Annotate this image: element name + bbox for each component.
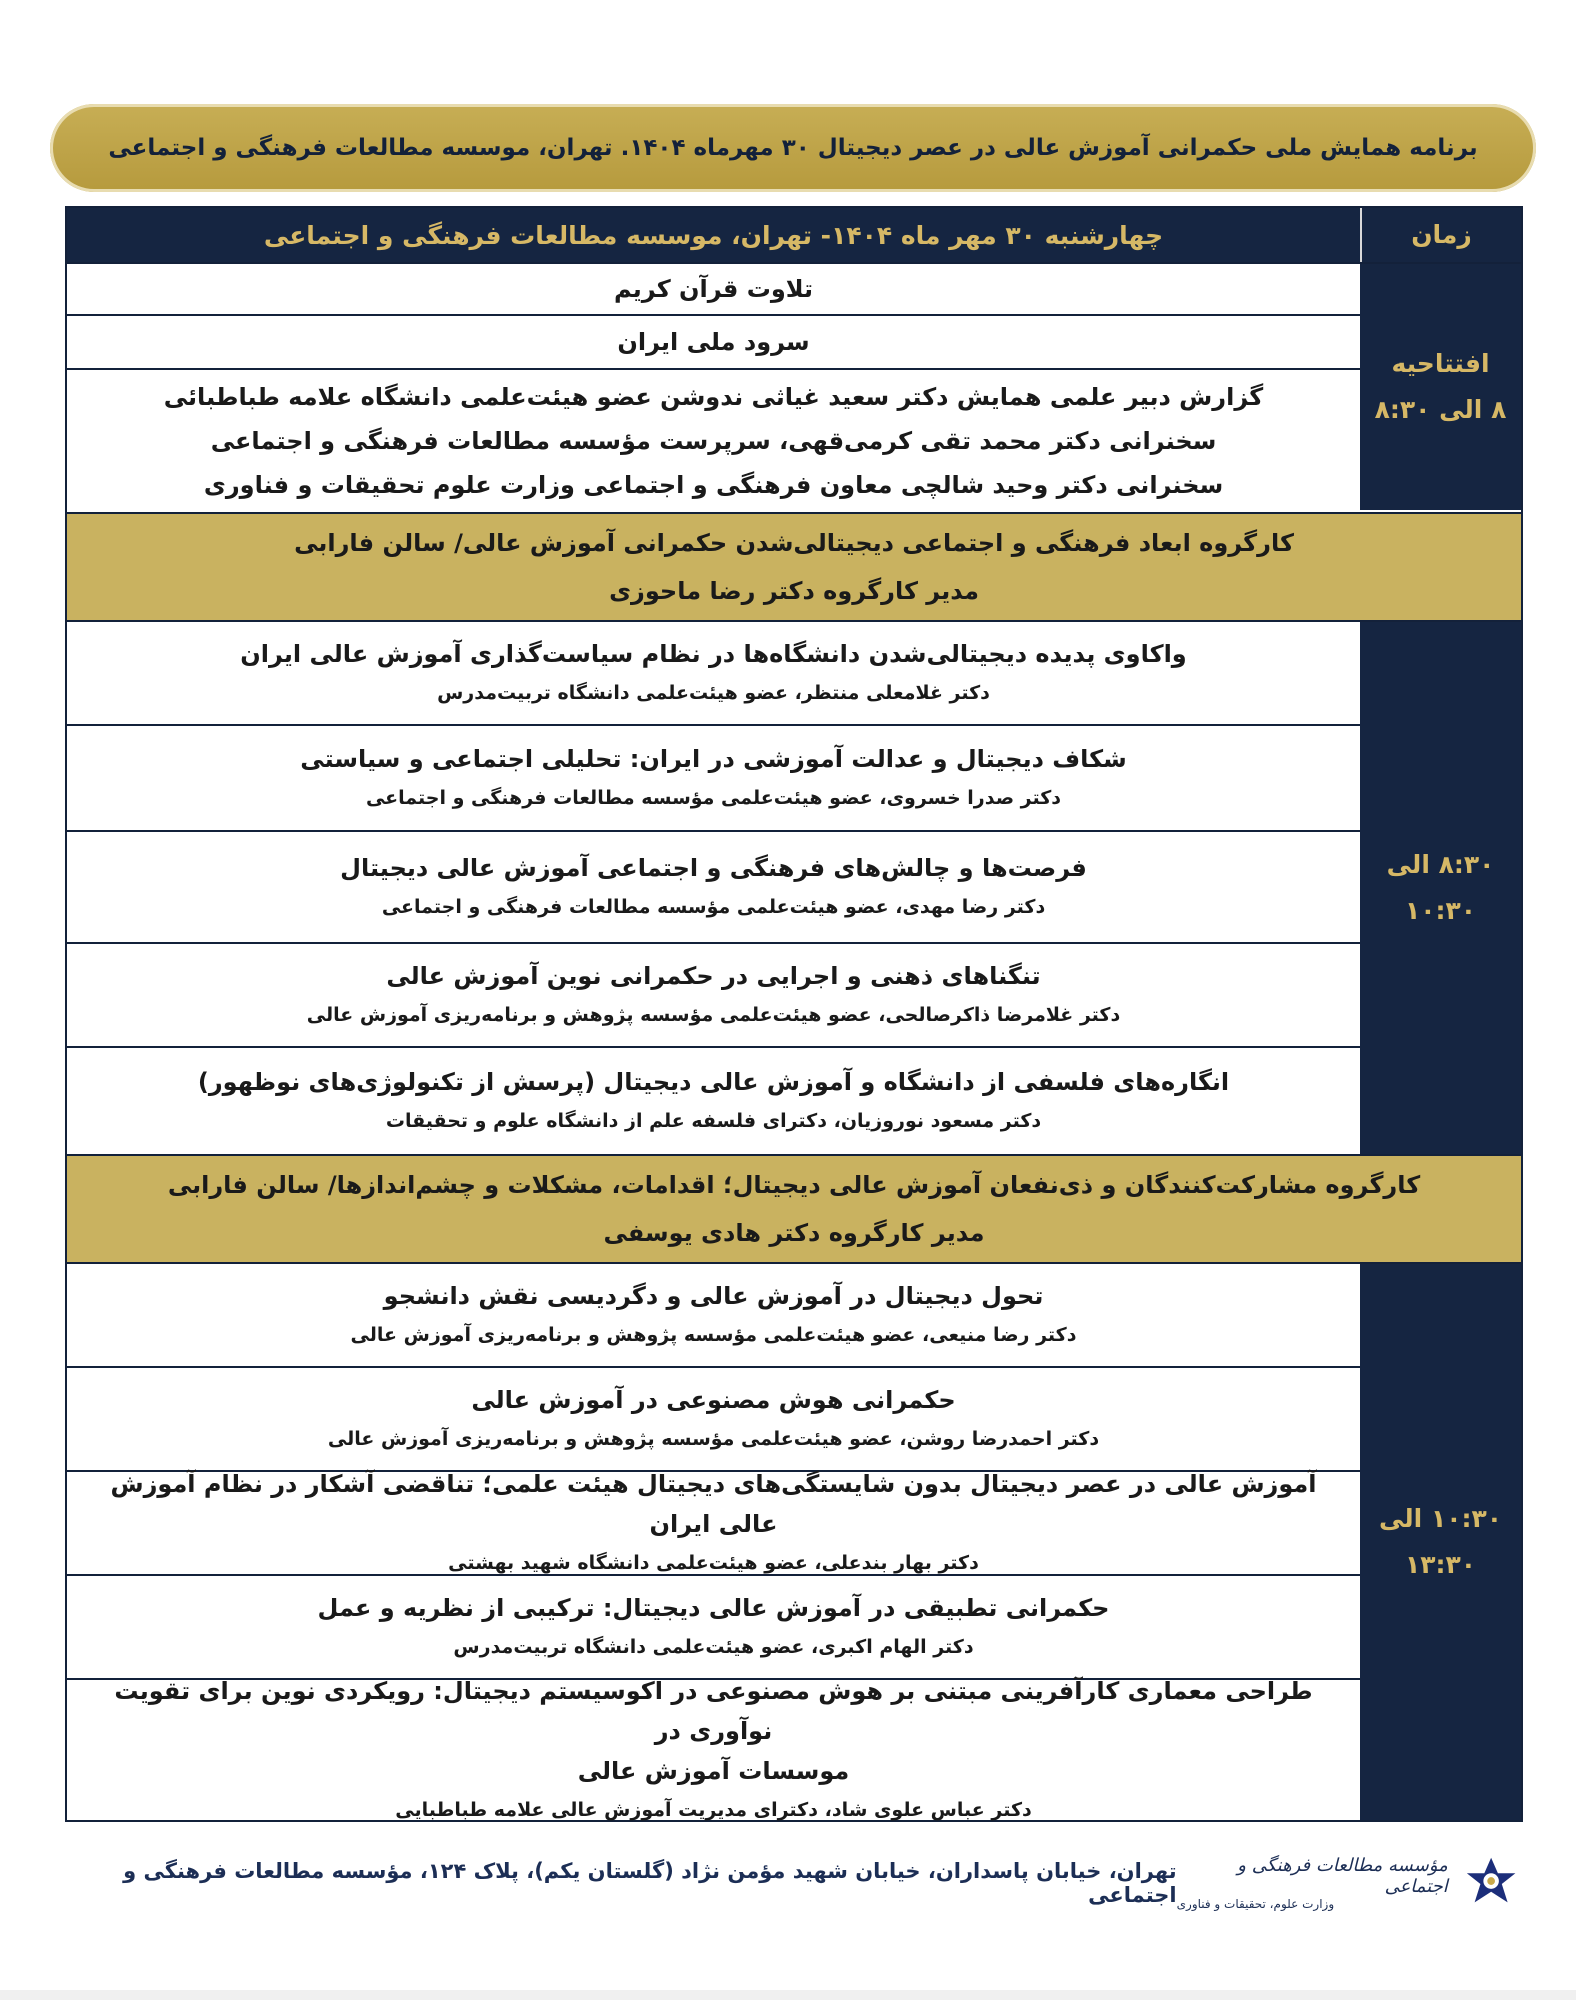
workgroup2-title: کارگروه مشارکت‌کنندگان و ذی‌نفعان آموزش عالی دیجیتال؛ اقدامات، مشکلات و چشم‌اندازها/ سالن فارابی	[167, 1171, 1421, 1199]
workgroup2-block	[67, 1264, 1521, 1820]
opening-time-cell	[1360, 262, 1521, 510]
workgroup1-manager: مدیر کارگروه دکتر رضا ماحوزی	[609, 577, 979, 605]
institute-emblem-icon	[1462, 1853, 1520, 1913]
talk-speaker: دکتر مسعود نوروزیان، دکترای فلسفه علم از دانشگاه علوم و تحقیقات	[385, 1110, 1042, 1132]
program-table	[65, 206, 1523, 1822]
logo-subtitle: وزارت علوم، تحقیقات و فناوری	[1176, 1897, 1335, 1911]
talk-row	[67, 1048, 1360, 1154]
talk-title: آموزش عالی در عصر دیجیتال بدون شایستگی‌های دیجیتال هیئت علمی؛ تناقضی آشکار در نظام آموزش عالی ایران	[110, 1470, 1317, 1538]
workgroup2-time-start: ۱۰:۳۰ الی	[1379, 1504, 1502, 1533]
logo-title: مؤسسه مطالعات فرهنگی و اجتماعی	[1237, 1855, 1448, 1897]
opening-time-label: افتتاحیه	[1391, 349, 1490, 378]
workgroup2-talks	[67, 1264, 1360, 1820]
page-bottom-strip	[0, 1990, 1576, 2000]
talk-speaker: دکتر رضا مهدی، عضو هیئت‌علمی مؤسسه مطالعات فرهنگی و اجتماعی	[381, 896, 1046, 918]
talk-title: حکمرانی هوش مصنوعی در آموزش عالی	[471, 1386, 956, 1414]
time-header: زمان	[1360, 208, 1521, 262]
workgroup1-banner	[67, 512, 1521, 622]
footer-address: تهران، خیابان پاسداران، خیابان شهید مؤمن نژاد (گلستان یکم)، پلاک ۱۲۴، مؤسسه مطالعات فرهنگی و اجتماعی	[123, 1859, 1177, 1907]
institute-logo	[1177, 1853, 1520, 1913]
workgroup2-time-end: ۱۳:۳۰	[1404, 1550, 1477, 1579]
talk-title: شکاف دیجیتال و عدالت آموزشی در ایران: تحلیلی اجتماعی و سیاستی	[300, 745, 1127, 773]
talk-speaker: دکتر غلامرضا ذاکرصالحی، عضو هیئت‌علمی مؤسسه پژوهش و برنامه‌ریزی آموزش عالی	[306, 1004, 1121, 1026]
talk-speaker: دکتر غلامعلی منتظر، عضو هیئت‌علمی دانشگاه تربیت‌مدرس	[437, 682, 990, 704]
opening-speech: گزارش دبیر علمی همایش دکتر سعید غیاثی ندوشن عضو هیئت‌علمی دانشگاه علامه طباطبائی	[163, 383, 1264, 411]
workgroup1-time-end: ۱۰:۳۰	[1404, 896, 1477, 925]
opening-item	[67, 264, 1360, 316]
workgroup1-time-start: ۸:۳۰ الی	[1386, 850, 1495, 879]
talk-row	[67, 1576, 1360, 1680]
talk-row	[67, 726, 1360, 832]
talk-title-cont: موسسات آموزش عالی	[577, 1757, 850, 1785]
talk-speaker: دکتر الهام اکبری، عضو هیئت‌علمی دانشگاه تربیت‌مدرس	[453, 1636, 974, 1658]
talk-title: انگاره‌های فلسفی از دانشگاه و آموزش عالی دیجیتال (پرسش از تکنولوژی‌های نوظهور)	[197, 1068, 1230, 1096]
workgroup2-banner	[67, 1154, 1521, 1264]
talk-title: واکاوی پدیده دیجیتالی‌شدن دانشگاه‌ها در نظام سیاست‌گذاری آموزش عالی ایران	[240, 640, 1187, 668]
talk-row	[67, 1677, 1360, 1821]
talk-title: تحول دیجیتال در آموزش عالی و دگردیسی نقش دانشجو	[383, 1282, 1044, 1310]
banner-title: برنامه همایش ملی حکمرانی آموزش عالی در عصر دیجیتال ۳۰ مهرماه ۱۴۰۴. تهران، موسسه مطالعات فرهنگی و اجتماعی	[108, 135, 1478, 161]
workgroup2-manager: مدیر کارگروه دکتر هادی یوسفی	[603, 1219, 985, 1247]
talk-row	[67, 1264, 1360, 1368]
workgroup1-talks	[67, 622, 1360, 1154]
opening-item-text: سرود ملی ایران	[617, 328, 810, 356]
talk-row	[67, 1368, 1360, 1472]
logo-text	[1177, 1855, 1448, 1911]
talk-title: طراحی معماری کارآفرینی مبتنی بر هوش مصنوعی در اکوسیستم دیجیتال: رویکردی نوین برای تقویت نوآوری در	[114, 1677, 1313, 1745]
talk-row	[67, 622, 1360, 726]
opening-item-text: تلاوت قرآن کریم	[613, 275, 814, 303]
opening-item	[67, 316, 1360, 370]
workgroup2-time-cell	[1360, 1264, 1521, 1820]
talk-row	[67, 944, 1360, 1048]
workgroup1-title: کارگروه ابعاد فرهنگی و اجتماعی دیجیتالی‌شدن حکمرانی آموزش عالی/ سالن فارابی	[294, 529, 1294, 557]
talk-title: حکمرانی تطبیقی در آموزش عالی دیجیتال: ترکیبی از نظریه و عمل	[317, 1594, 1110, 1622]
talk-title: تنگناهای ذهنی و اجرایی در حکمرانی نوین آموزش عالی	[386, 962, 1041, 990]
opening-content	[67, 262, 1360, 512]
talk-row	[67, 832, 1360, 944]
opening-block	[67, 262, 1521, 512]
workgroup1-block	[67, 622, 1521, 1154]
opening-time-range: ۸ الی ۸:۳۰	[1374, 395, 1507, 424]
opening-speech: سخنرانی دکتر محمد تقی کرمی‌قهی، سرپرست مؤسسه مطالعات فرهنگی و اجتماعی	[210, 427, 1217, 455]
table-header-row	[67, 208, 1521, 262]
workgroup1-time-cell	[1360, 622, 1521, 1154]
talk-speaker: دکتر احمدرضا روشن، عضو هیئت‌علمی مؤسسه پژوهش و برنامه‌ریزی آموزش عالی	[327, 1428, 1100, 1450]
talk-speaker: دکتر صدرا خسروی، عضو هیئت‌علمی مؤسسه مطالعات فرهنگی و اجتماعی	[365, 787, 1062, 809]
talk-speaker: دکتر بهار بندعلی، عضو هیئت‌علمی دانشگاه شهید بهشتی	[448, 1552, 979, 1574]
day-header: چهارشنبه ۳۰ مهر ماه ۱۴۰۴- تهران، موسسه مطالعات فرهنگی و اجتماعی	[67, 208, 1360, 262]
talk-speaker: دکتر رضا منیعی، عضو هیئت‌علمی مؤسسه پژوهش و برنامه‌ریزی آموزش عالی	[350, 1324, 1077, 1346]
talk-row	[67, 1472, 1360, 1576]
opening-speeches	[67, 370, 1360, 512]
page-footer	[60, 1838, 1520, 1928]
program-banner	[50, 104, 1536, 192]
talk-speaker: دکتر عباس علوی شاد، دکترای مدیریت آموزش عالی علامه طباطبایی	[395, 1799, 1032, 1821]
talk-title: فرصت‌ها و چالش‌های فرهنگی و اجتماعی آموزش عالی دیجیتال	[340, 854, 1087, 882]
opening-speech: سخنرانی دکتر وحید شالچی معاون فرهنگی و اجتماعی وزارت علوم تحقیقات و فناوری	[203, 471, 1224, 499]
